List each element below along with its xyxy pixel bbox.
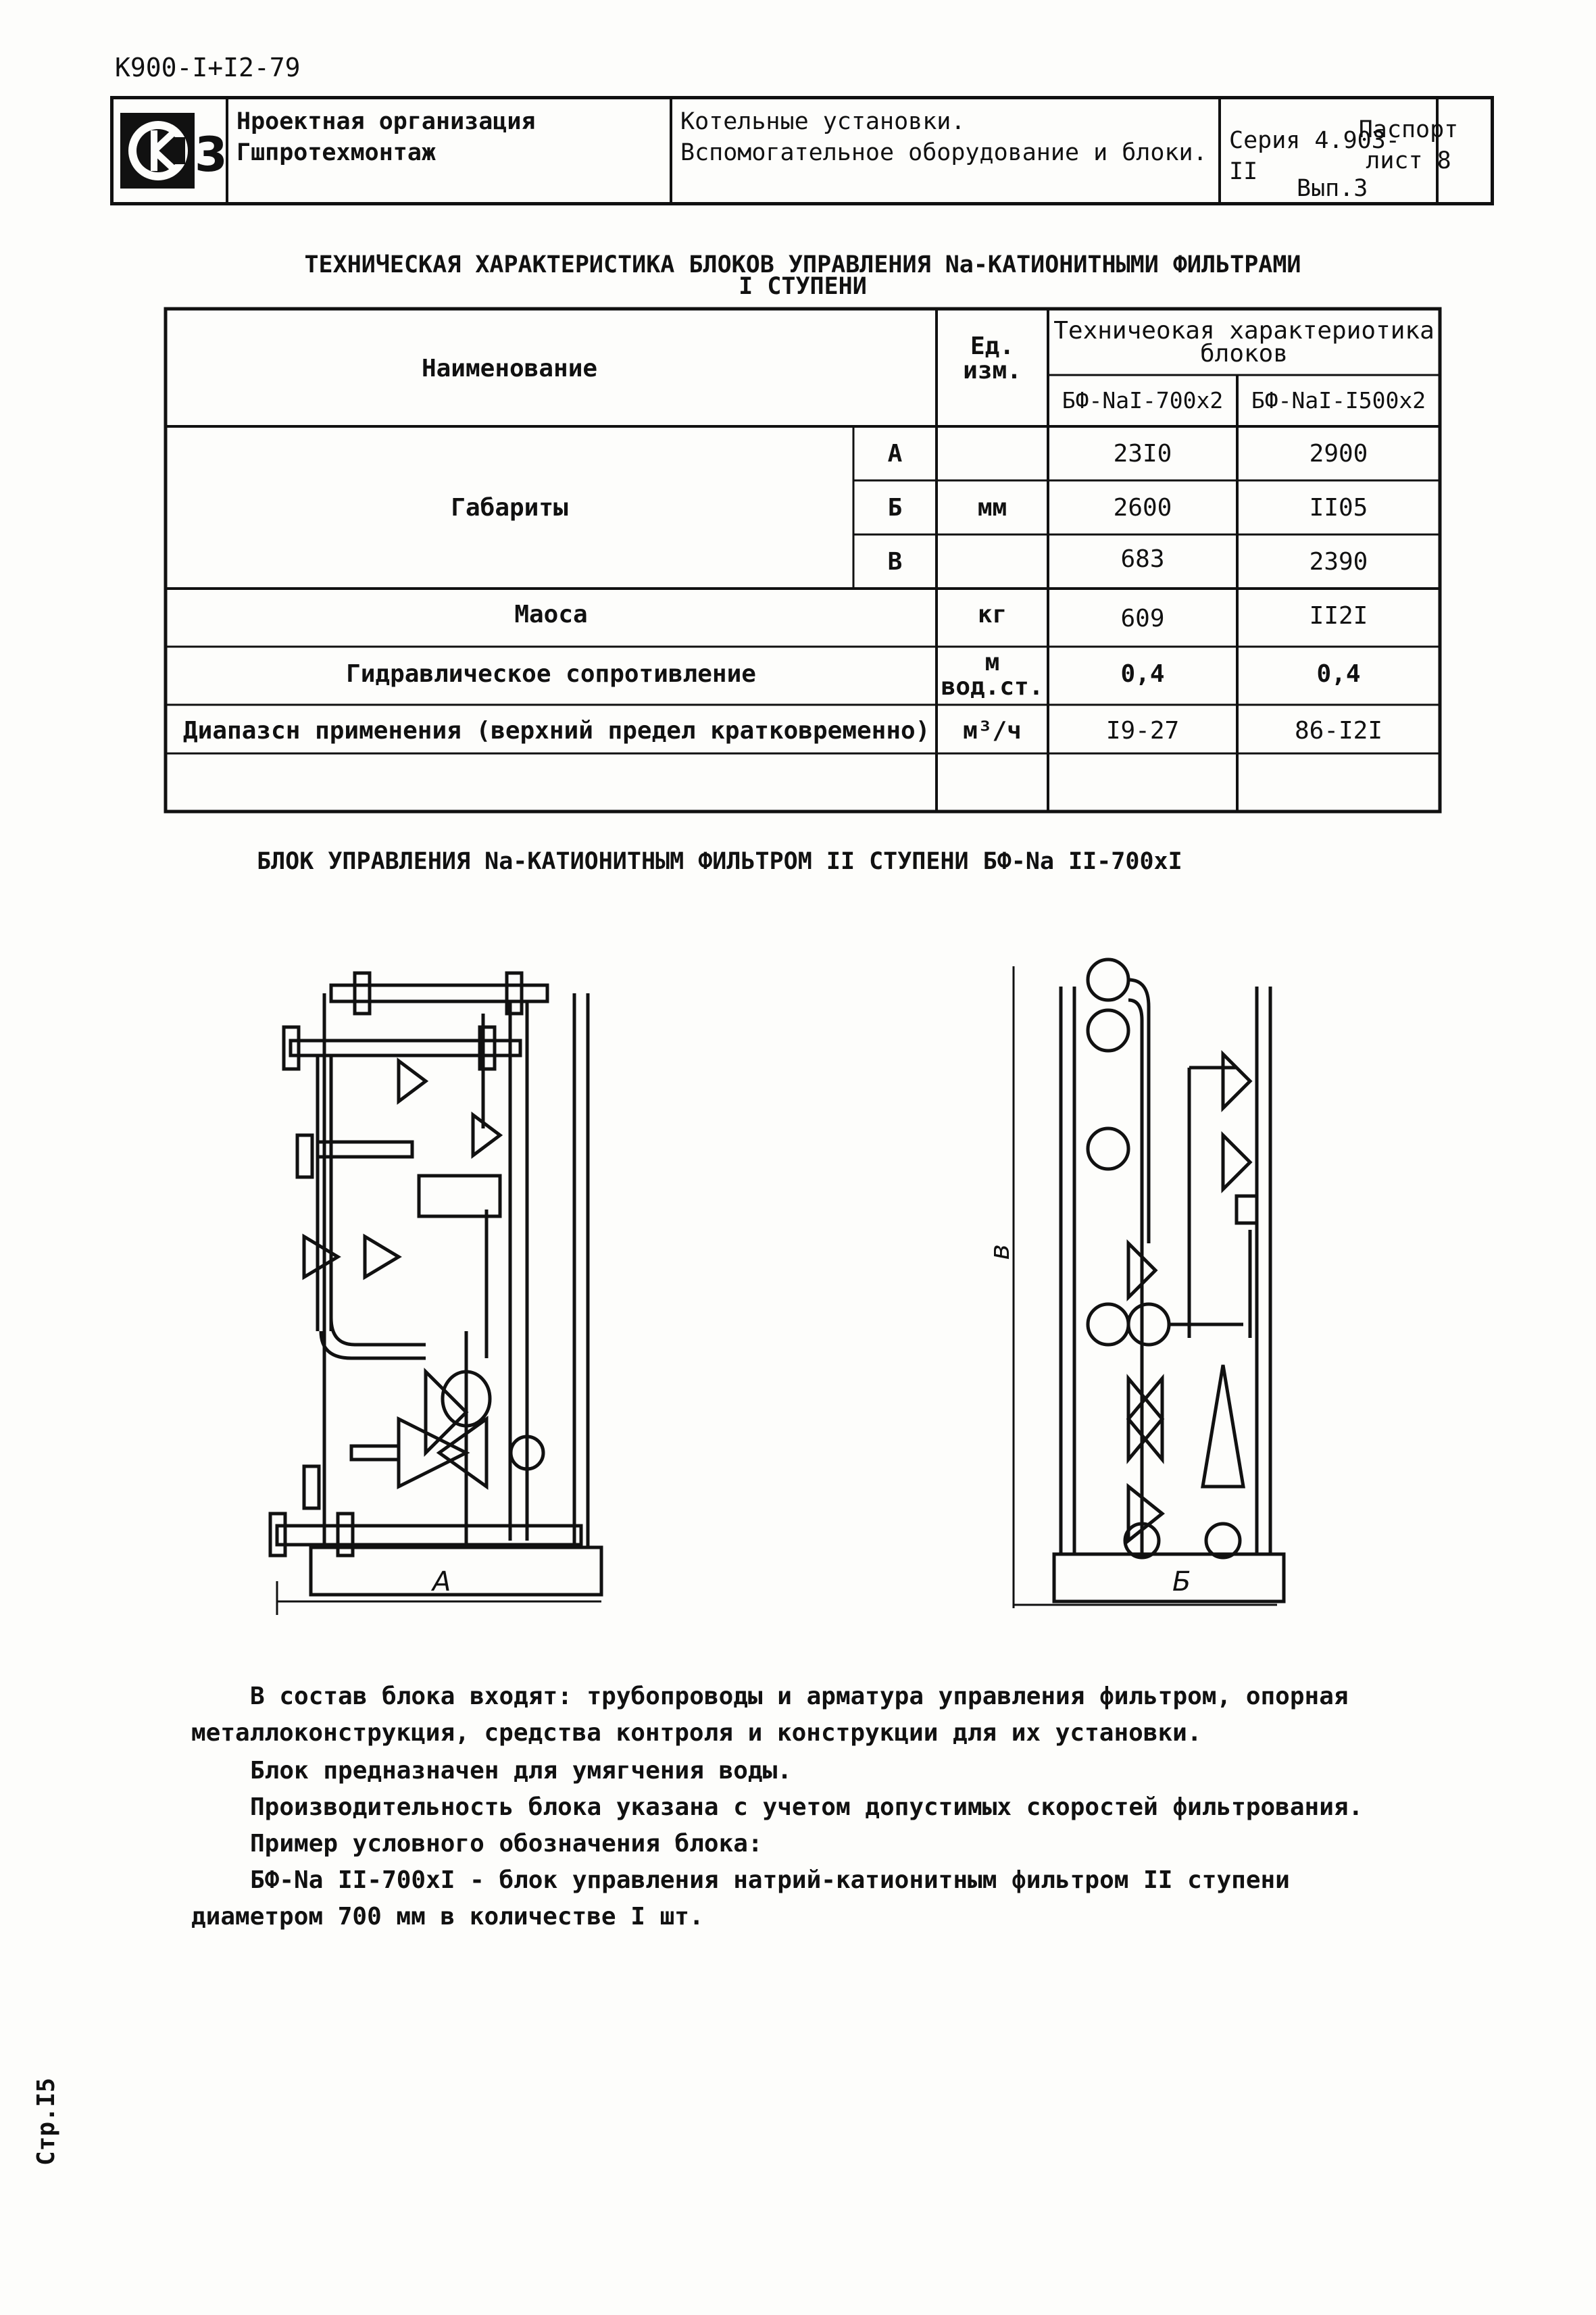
- dim-a-label: А: [432, 1566, 451, 1597]
- row-range-unit: м³/ч: [963, 717, 1022, 745]
- skz-logo-icon: [119, 110, 228, 191]
- subject-line-1: Котельные установки.: [680, 108, 966, 135]
- header-unit: [937, 334, 1048, 383]
- characteristics-table: [164, 307, 1441, 813]
- title-block: [110, 96, 1494, 205]
- row-range-v1: I9-27: [1105, 717, 1180, 745]
- document-code: К900-I+I2-79: [115, 53, 301, 82]
- row-mass-name: Маоса: [514, 601, 588, 628]
- header-col2: БФ-NaI-I500x2: [1251, 387, 1426, 414]
- resistance-unit-line-1: м: [984, 649, 1000, 676]
- resistance-unit-line-2: вод.ст.: [941, 673, 1044, 701]
- header-unit-line-2: изм.: [963, 357, 1022, 384]
- header-char-line-1: Техничеокая характериотика: [1053, 317, 1435, 345]
- subject-line-2: Вспомогательное оборудование и блоки.: [680, 139, 1207, 166]
- dim-v-label: в: [984, 1244, 1016, 1260]
- row-a-v2: 2900: [1309, 440, 1368, 468]
- page-number: Стр.I5: [32, 2077, 60, 2166]
- row-resistance-v2: 0,4: [1316, 660, 1361, 688]
- front-view-drawing: [264, 953, 615, 1615]
- paragraph-line-4: Производительность блока указана с учетом допустимых скоростей фильтрования.: [250, 1793, 1364, 1821]
- paragraph-line-2: металлоконструкция, средства контроля и конструкции для их установки.: [191, 1719, 1202, 1747]
- row-range-name: Диапазсн применения (верхний предел кратковременно): [183, 717, 930, 745]
- drawing-title: БЛОК УПРАВЛЕНИЯ Na-КАТИОНИТНЫМ ФИЛЬТРОМ II СТУПЕНИ БФ-Na II-700xI: [257, 848, 1182, 875]
- row-v-v2: 2390: [1309, 548, 1368, 576]
- table-title-line-1: ТЕХНИЧЕСКАЯ ХАРАКТЕРИСТИКА БЛОКОВ УПРАВЛЕНИЯ Na-КАТИОНИТНЫМИ ФИЛЬТРАМИ: [304, 251, 1301, 278]
- row-a-sub: А: [887, 440, 903, 468]
- org-label: Нроектная организация: [236, 108, 536, 135]
- row-mass-unit: кг: [977, 601, 1007, 628]
- header-unit-line-1: Ед.: [970, 332, 1015, 360]
- row-range-v2: 86-I2I: [1294, 717, 1383, 745]
- row-b-v2: II05: [1309, 494, 1368, 522]
- logo: [114, 99, 228, 202]
- header-name: Наименование: [421, 355, 598, 382]
- row-a-v1: 23I0: [1113, 440, 1172, 468]
- row-resistance-name: Гидравлическое сопротивление: [346, 660, 756, 688]
- paragraph-line-6: БФ-Na II-700xI - блок управления натрий-катионитным фильтром II ступени: [250, 1866, 1290, 1894]
- row-b-v1: 2600: [1113, 494, 1172, 522]
- table-title: [164, 251, 1441, 300]
- org-name: Гшпротехмонтаж: [236, 139, 437, 166]
- side-view-drawing: [1007, 960, 1304, 1622]
- row-dimensions-unit: мм: [977, 494, 1007, 522]
- table-title-line-2: I СТУПЕНИ: [739, 273, 867, 300]
- paragraph-line-7: диаметром 700 мм в количестве I шт.: [191, 1903, 704, 1931]
- header-col1: БФ-NaI-700x2: [1062, 387, 1224, 414]
- sheet-number: лист 8: [1366, 147, 1451, 174]
- series-line-1: Серия 4.903-II: [1229, 127, 1400, 185]
- passport-cell: [1326, 96, 1494, 205]
- row-b-sub: Б: [887, 494, 903, 522]
- organization-cell: [228, 99, 672, 202]
- header-characteristics: [1048, 317, 1440, 368]
- paragraph-line-1: В состав блока входят: трубопроводы и арматура управления фильтром, опорная: [250, 1683, 1349, 1710]
- row-dimensions-name: Габариты: [451, 494, 568, 522]
- row-mass-v1: 609: [1120, 605, 1165, 632]
- row-v-sub: В: [887, 548, 903, 576]
- subject-cell: [672, 99, 1221, 202]
- row-mass-v2: II2I: [1309, 602, 1368, 630]
- paragraph-line-3: Блок предназначен для умягчения воды.: [250, 1757, 792, 1785]
- row-resistance-unit: [937, 651, 1048, 699]
- row-v-v1: 683: [1120, 545, 1165, 573]
- series-line-2: Вып.3: [1297, 175, 1368, 202]
- dim-b-label: Б: [1172, 1566, 1191, 1597]
- header-char-line-2: блоков: [1199, 340, 1289, 368]
- passport-label: Паспорт: [1358, 116, 1459, 143]
- row-resistance-v1: 0,4: [1120, 660, 1165, 688]
- svg-text:3: 3: [195, 127, 228, 182]
- paragraph-line-5: Пример условного обозначения блока:: [250, 1830, 763, 1858]
